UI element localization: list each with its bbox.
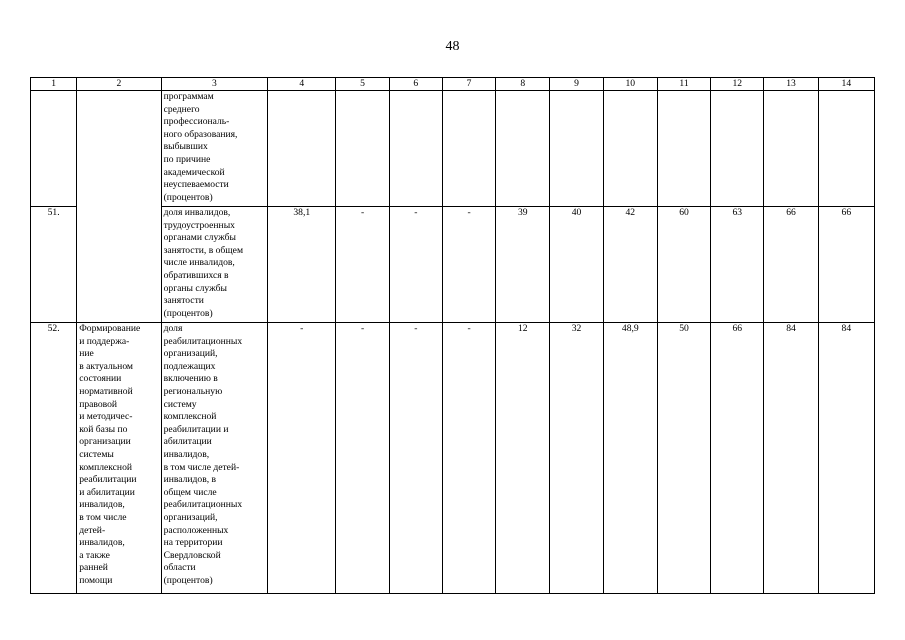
- value-cell: [764, 91, 818, 207]
- value-cell: [442, 91, 495, 207]
- data-table: [30, 77, 875, 594]
- value-cell: [336, 91, 389, 207]
- value-cell: 66: [764, 207, 818, 323]
- task-cell: Формирование и поддержа- ние в актуальном состоянии нормативной правовой и методичес- кой базы по организации системы комплексной реабилитации и абилитации инвалидов, в том числе детей- инвалидов, а также ранней помощи: [77, 323, 161, 594]
- header-cell: 13: [764, 78, 818, 91]
- header-cell: 5: [336, 78, 389, 91]
- value-cell: 84: [764, 323, 818, 594]
- value-cell: 12: [496, 323, 550, 594]
- value-cell: 84: [818, 323, 874, 594]
- table-row: [31, 91, 875, 207]
- header-cell: 6: [389, 78, 442, 91]
- header-cell: 2: [77, 78, 161, 91]
- value-cell: [389, 91, 442, 207]
- value-cell: -: [442, 207, 495, 323]
- value-cell: 66: [818, 207, 874, 323]
- indicator-cell: программам среднего профессиональ- ного образования, выбывших по причине академической неуспеваемости (процентов): [161, 91, 268, 207]
- value-cell: 50: [657, 323, 710, 594]
- value-cell: 60: [657, 207, 710, 323]
- value-cell: [496, 91, 550, 207]
- row-number-cell: 51.: [31, 207, 77, 323]
- header-cell: 12: [711, 78, 764, 91]
- value-cell: 40: [550, 207, 603, 323]
- header-cell: 4: [268, 78, 336, 91]
- table-row: [31, 323, 875, 594]
- header-cell: 7: [442, 78, 495, 91]
- row-number-cell: [31, 91, 77, 207]
- header-cell: 8: [496, 78, 550, 91]
- value-cell: -: [442, 323, 495, 594]
- value-cell: [268, 91, 336, 207]
- indicator-cell: доля реабилитационных организаций, подлежащих включению в региональную систему комплексной реабилитации и абилитации инвалидов, в том числе детей- инвалидов, в общем числе реабилитационных организаций, расположенных на территории Свердловской области (процентов): [161, 323, 268, 594]
- value-cell: 42: [603, 207, 657, 323]
- indicator-cell: доля инвалидов, трудоустроенных органами службы занятости, в общем числе инвалидов, обратившихся в органы службы занятости (процентов): [161, 207, 268, 323]
- value-cell: 66: [711, 323, 764, 594]
- row-number-cell: 52.: [31, 323, 77, 594]
- value-cell: -: [268, 323, 336, 594]
- header-cell: 11: [657, 78, 710, 91]
- value-cell: -: [336, 207, 389, 323]
- value-cell: [603, 91, 657, 207]
- table-header-row: [31, 78, 875, 91]
- value-cell: [818, 91, 874, 207]
- header-cell: 14: [818, 78, 874, 91]
- value-cell: -: [336, 323, 389, 594]
- value-cell: [657, 91, 710, 207]
- page-number: 48: [445, 39, 460, 54]
- value-cell: [550, 91, 603, 207]
- header-cell: 1: [31, 78, 77, 91]
- value-cell: -: [389, 323, 442, 594]
- task-cell: [77, 91, 161, 323]
- header-cell: 3: [161, 78, 268, 91]
- value-cell: 48,9: [603, 323, 657, 594]
- value-cell: 39: [496, 207, 550, 323]
- value-cell: 63: [711, 207, 764, 323]
- value-cell: 38,1: [268, 207, 336, 323]
- value-cell: 32: [550, 323, 603, 594]
- header-cell: 9: [550, 78, 603, 91]
- value-cell: -: [389, 207, 442, 323]
- value-cell: [711, 91, 764, 207]
- header-cell: 10: [603, 78, 657, 91]
